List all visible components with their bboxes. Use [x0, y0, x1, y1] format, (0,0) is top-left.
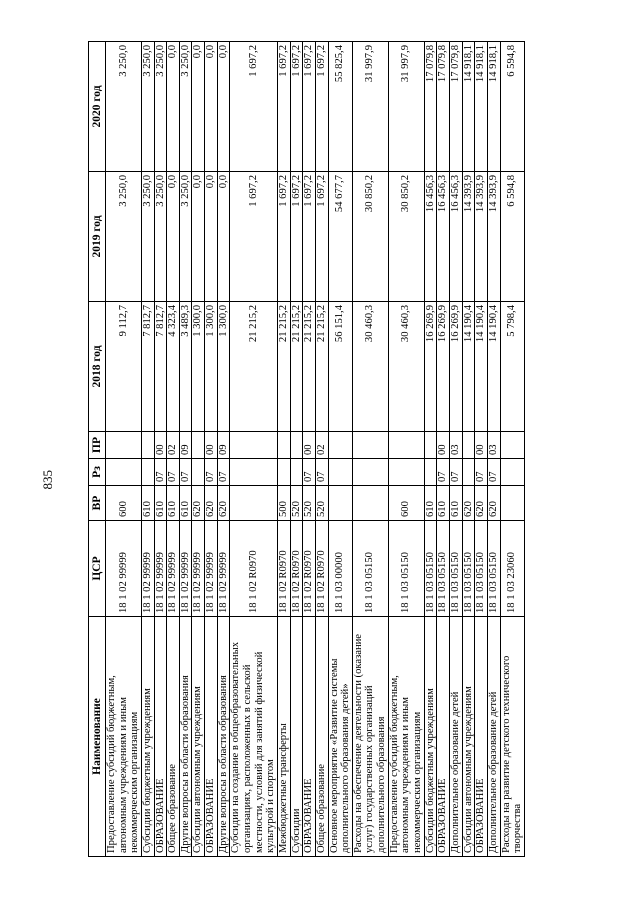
cell-2019: 6 594,8: [500, 172, 524, 302]
cell-2020: 55 825,4: [328, 42, 352, 172]
cell-name: Предоставление субсидий бюджетным, автономным учреждениям и иным некоммерческим организациям: [106, 617, 142, 857]
cell-vr: 620: [475, 486, 488, 521]
cell-rz: [388, 459, 424, 486]
cell-2019: 16 456,3: [449, 172, 462, 302]
cell-2020: 0,0: [217, 42, 230, 172]
cell-vr: 500: [277, 486, 290, 521]
cell-pr: 09: [179, 432, 192, 459]
table-header-row: [89, 42, 106, 857]
table-body: [106, 42, 525, 857]
cell-2019: 16 456,3: [424, 172, 437, 302]
cell-name: Другие вопросы в области образования: [179, 617, 192, 857]
cell-rz: [328, 459, 352, 486]
table-row: [475, 42, 488, 857]
cell-name: ОБРАЗОВАНИЕ: [475, 617, 488, 857]
cell-csr: 18 1 02 99999: [217, 521, 230, 617]
cell-vr: 610: [449, 486, 462, 521]
table-row: [462, 42, 475, 857]
cell-pr: [141, 432, 154, 459]
cell-pr: [462, 432, 475, 459]
cell-name: Общее образование: [167, 617, 180, 857]
cell-csr: 18 1 03 05150: [352, 521, 388, 617]
cell-name: Дополнительное образование детей: [487, 617, 500, 857]
cell-2019: 1 697,2: [230, 172, 278, 302]
cell-2020: 1 697,2: [290, 42, 303, 172]
cell-2019: 54 677,7: [328, 172, 352, 302]
cell-vr: [328, 486, 352, 521]
cell-pr: 00: [475, 432, 488, 459]
table-row: [303, 42, 316, 857]
cell-rz: 07: [205, 459, 218, 486]
cell-2018: 16 269,9: [424, 302, 437, 432]
table-row: [106, 42, 142, 857]
cell-2020: 1 697,2: [277, 42, 290, 172]
cell-2018: 16 269,9: [437, 302, 450, 432]
cell-csr: 18 1 03 05150: [424, 521, 437, 617]
cell-2019: 16 456,3: [437, 172, 450, 302]
cell-2020: 17 079,8: [449, 42, 462, 172]
cell-rz: 07: [437, 459, 450, 486]
cell-name: Субсидии бюджетным учреждениям: [141, 617, 154, 857]
cell-csr: 18 1 03 23060: [500, 521, 524, 617]
cell-name: ОБРАЗОВАНИЕ: [303, 617, 316, 857]
cell-csr: 18 1 02 R0970: [290, 521, 303, 617]
cell-pr: [290, 432, 303, 459]
cell-name: Общее образование: [315, 617, 328, 857]
cell-rz: 07: [167, 459, 180, 486]
cell-2019: 14 393,9: [487, 172, 500, 302]
cell-name: Основное мероприятие «Развитие системы дополнительного образования детей»: [328, 617, 352, 857]
cell-vr: 610: [437, 486, 450, 521]
cell-2019: 1 697,2: [315, 172, 328, 302]
cell-2019: 30 850,2: [352, 172, 388, 302]
cell-2018: 7 812,7: [154, 302, 167, 432]
cell-rz: 07: [217, 459, 230, 486]
table-row: [424, 42, 437, 857]
cell-2020: 3 250,0: [154, 42, 167, 172]
cell-pr: 09: [217, 432, 230, 459]
cell-2018: 21 215,2: [303, 302, 316, 432]
cell-name: Субсидии автономным учреждениям: [462, 617, 475, 857]
cell-csr: 18 1 02 R0970: [277, 521, 290, 617]
cell-pr: 02: [315, 432, 328, 459]
cell-2018: 9 112,7: [106, 302, 142, 432]
cell-name: Субсидии на создание в общеобразовательных организациях, расположенных в сельской местности, условий для занятий физической культурой и спортом: [230, 617, 278, 857]
cell-name: ОБРАЗОВАНИЕ: [154, 617, 167, 857]
cell-rz: 07: [315, 459, 328, 486]
cell-name: Предоставление субсидий бюджетным, автономным учреждениям и иным некоммерческим организациям: [388, 617, 424, 857]
cell-rz: [192, 459, 205, 486]
cell-2020: 1 697,2: [230, 42, 278, 172]
header-rz: Рз: [89, 459, 106, 486]
cell-2018: 21 215,2: [315, 302, 328, 432]
cell-2020: 3 250,0: [179, 42, 192, 172]
cell-pr: [106, 432, 142, 459]
cell-vr: [500, 486, 524, 521]
cell-vr: 620: [192, 486, 205, 521]
cell-vr: 600: [106, 486, 142, 521]
header-2020: 2020 год: [89, 42, 106, 172]
cell-2019: 3 250,0: [179, 172, 192, 302]
cell-rz: 07: [154, 459, 167, 486]
cell-pr: [192, 432, 205, 459]
cell-2018: 7 812,7: [141, 302, 154, 432]
cell-csr: 18 1 03 05150: [462, 521, 475, 617]
cell-csr: 18 1 02 99999: [106, 521, 142, 617]
cell-pr: [328, 432, 352, 459]
cell-2020: 14 918,1: [475, 42, 488, 172]
cell-2018: 1 300,0: [205, 302, 218, 432]
cell-vr: 610: [179, 486, 192, 521]
cell-vr: 610: [424, 486, 437, 521]
cell-vr: 610: [154, 486, 167, 521]
table-row: [328, 42, 352, 857]
cell-vr: 620: [462, 486, 475, 521]
cell-2019: 3 250,0: [141, 172, 154, 302]
cell-2019: 30 850,2: [388, 172, 424, 302]
cell-2020: 14 918,1: [487, 42, 500, 172]
table-row: [500, 42, 524, 857]
cell-rz: [500, 459, 524, 486]
cell-csr: 18 1 02 R0970: [230, 521, 278, 617]
cell-rz: 07: [487, 459, 500, 486]
cell-name: Расходы на обеспечение деятельности (оказание услуг) государственных организаций дополнительного образования: [352, 617, 388, 857]
cell-2019: 0,0: [192, 172, 205, 302]
table-row: [290, 42, 303, 857]
cell-vr: 600: [388, 486, 424, 521]
cell-pr: 00: [205, 432, 218, 459]
cell-name: Субсидии бюджетным учреждениям: [424, 617, 437, 857]
cell-csr: 18 1 02 99999: [192, 521, 205, 617]
rotated-table-frame: [88, 42, 593, 857]
cell-vr: 520: [315, 486, 328, 521]
table-row: [449, 42, 462, 857]
cell-2020: 0,0: [167, 42, 180, 172]
cell-pr: [277, 432, 290, 459]
cell-vr: 520: [290, 486, 303, 521]
header-csr: ЦСР: [89, 521, 106, 617]
cell-rz: [141, 459, 154, 486]
cell-2018: 56 151,4: [328, 302, 352, 432]
cell-2019: 1 697,2: [277, 172, 290, 302]
cell-2018: 21 215,2: [277, 302, 290, 432]
cell-rz: [230, 459, 278, 486]
cell-2019: 14 393,9: [475, 172, 488, 302]
cell-2020: 0,0: [205, 42, 218, 172]
cell-csr: 18 1 02 R0970: [315, 521, 328, 617]
cell-2020: 17 079,8: [437, 42, 450, 172]
table-row: [179, 42, 192, 857]
cell-vr: [352, 486, 388, 521]
cell-rz: 07: [475, 459, 488, 486]
cell-pr: 00: [437, 432, 450, 459]
table-row: [487, 42, 500, 857]
cell-2020: 14 918,1: [462, 42, 475, 172]
header-pr: ПР: [89, 432, 106, 459]
cell-csr: 18 1 02 R0970: [303, 521, 316, 617]
cell-csr: 18 1 03 05150: [449, 521, 462, 617]
cell-name: Другие вопросы в области образования: [217, 617, 230, 857]
table-row: [205, 42, 218, 857]
page-number: 835: [40, 470, 55, 490]
cell-csr: 18 1 02 99999: [154, 521, 167, 617]
cell-2018: 14 190,4: [462, 302, 475, 432]
cell-2020: 6 594,8: [500, 42, 524, 172]
cell-pr: 00: [154, 432, 167, 459]
cell-pr: 03: [449, 432, 462, 459]
cell-pr: 02: [167, 432, 180, 459]
cell-2020: 0,0: [192, 42, 205, 172]
cell-2019: 1 697,2: [290, 172, 303, 302]
cell-csr: 18 1 03 05150: [437, 521, 450, 617]
cell-2018: 30 460,3: [352, 302, 388, 432]
cell-2019: 1 697,2: [303, 172, 316, 302]
cell-csr: 18 1 02 99999: [205, 521, 218, 617]
cell-vr: 610: [167, 486, 180, 521]
cell-rz: 07: [449, 459, 462, 486]
cell-2018: 21 215,2: [230, 302, 278, 432]
cell-rz: 07: [303, 459, 316, 486]
cell-rz: [106, 459, 142, 486]
header-vr: ВР: [89, 486, 106, 521]
cell-2019: 0,0: [217, 172, 230, 302]
cell-csr: 18 1 02 99999: [167, 521, 180, 617]
table-row: [141, 42, 154, 857]
cell-vr: [230, 486, 278, 521]
table-row: [437, 42, 450, 857]
header-2019: 2019 год: [89, 172, 106, 302]
cell-2018: 1 300,0: [217, 302, 230, 432]
cell-2019: 3 250,0: [154, 172, 167, 302]
table-row: [277, 42, 290, 857]
header-2018: 2018 год: [89, 302, 106, 432]
cell-csr: 18 1 03 05150: [475, 521, 488, 617]
cell-rz: [424, 459, 437, 486]
cell-2020: 3 250,0: [106, 42, 142, 172]
cell-2018: 5 798,4: [500, 302, 524, 432]
budget-table: [88, 41, 525, 857]
cell-2018: 16 269,9: [449, 302, 462, 432]
cell-rz: [290, 459, 303, 486]
cell-vr: 620: [487, 486, 500, 521]
cell-pr: [424, 432, 437, 459]
cell-2020: 31 997,9: [352, 42, 388, 172]
cell-vr: 610: [141, 486, 154, 521]
cell-name: Расходы на развитие детского технического творчества: [500, 617, 524, 857]
cell-rz: [352, 459, 388, 486]
cell-pr: 00: [303, 432, 316, 459]
table-row: [192, 42, 205, 857]
cell-rz: [277, 459, 290, 486]
table-row: [388, 42, 424, 857]
cell-2018: 4 323,4: [167, 302, 180, 432]
cell-rz: 07: [179, 459, 192, 486]
cell-2019: 3 250,0: [106, 172, 142, 302]
header-name: Наименование: [89, 617, 106, 857]
cell-2020: 3 250,0: [141, 42, 154, 172]
rotated-table-content: [88, 42, 593, 857]
cell-pr: [500, 432, 524, 459]
cell-name: Субсидии автономным учреждениям: [192, 617, 205, 857]
cell-2020: 31 997,9: [388, 42, 424, 172]
cell-csr: 18 1 02 99999: [141, 521, 154, 617]
cell-name: Субсидии: [290, 617, 303, 857]
cell-2019: 0,0: [167, 172, 180, 302]
cell-rz: [462, 459, 475, 486]
cell-pr: [352, 432, 388, 459]
table-row: [230, 42, 278, 857]
cell-pr: 03: [487, 432, 500, 459]
cell-2018: 1 300,0: [192, 302, 205, 432]
cell-vr: 620: [217, 486, 230, 521]
table-row: [217, 42, 230, 857]
cell-name: Дополнительное образование детей: [449, 617, 462, 857]
table-row: [315, 42, 328, 857]
cell-2018: 21 215,2: [290, 302, 303, 432]
cell-vr: 620: [205, 486, 218, 521]
cell-csr: 18 1 03 05150: [388, 521, 424, 617]
cell-2019: 14 393,9: [462, 172, 475, 302]
cell-2020: 1 697,2: [315, 42, 328, 172]
cell-name: ОБРАЗОВАНИЕ: [205, 617, 218, 857]
cell-vr: 520: [303, 486, 316, 521]
cell-2020: 17 079,8: [424, 42, 437, 172]
cell-2018: 14 190,4: [487, 302, 500, 432]
table-row: [352, 42, 388, 857]
cell-2018: 30 460,3: [388, 302, 424, 432]
cell-csr: 18 1 03 00000: [328, 521, 352, 617]
cell-2019: 0,0: [205, 172, 218, 302]
cell-2018: 14 190,4: [475, 302, 488, 432]
cell-pr: [388, 432, 424, 459]
table-row: [167, 42, 180, 857]
table-row: [154, 42, 167, 857]
cell-name: Межбюджетные трансферты: [277, 617, 290, 857]
cell-pr: [230, 432, 278, 459]
cell-csr: 18 1 02 99999: [179, 521, 192, 617]
cell-2018: 3 489,3: [179, 302, 192, 432]
cell-name: ОБРАЗОВАНИЕ: [437, 617, 450, 857]
cell-2020: 1 697,2: [303, 42, 316, 172]
cell-csr: 18 1 03 05150: [487, 521, 500, 617]
